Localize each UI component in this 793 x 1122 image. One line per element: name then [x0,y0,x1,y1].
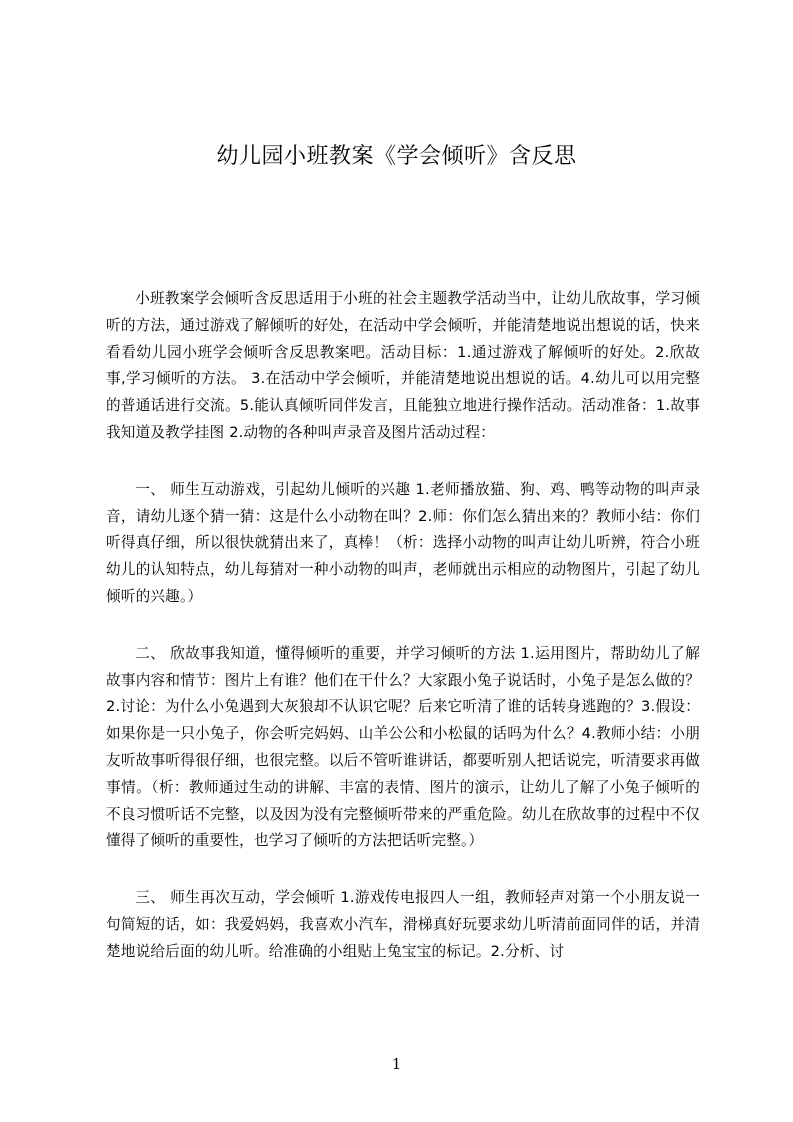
paragraph-section-1: 一、 师生互动游戏，引起幼儿倾听的兴趣 1.老师播放猫、狗、鸡、鸭等动物的叫声录音，请幼儿逐个猜一猜：这是什么小动物在叫？2.师：你们怎么猜出来的？教师小结：你们听得真仔细，所以很快就猜出来了，真棒！（析：选择小动物的叫声让幼儿听辨，符合小班幼儿的认知特点，幼儿每猜对一种小动物的叫声，老师就出示相应的动物图片，引起了幼儿倾听的兴趣。） [106,480,700,605]
document-body [106,286,700,996]
paragraph-section-2: 二、 欣故事我知道，懂得倾听的重要，并学习倾听的方法 1.运用图片，帮助幼儿了解故事内容和情节：图片上有谁？他们在干什么？大家跟小兔子说话时，小兔子是怎么做的？2.讨论：为什么小兔遇到大灰狼却不认识它呢？后来它听清了谁的话转身逃跑的？3.假设：如果你是一只小兔子，你会听完妈妈、山羊公公和小松鼠的话吗为什么？4.教师小结：小朋友听故事听得很仔细，也很完整。以后不管听谁讲话，都要听别人把话说完，听清要求再做事情。（析：教师通过生动的讲解、丰富的表情、图片的演示，让幼儿了解了小兔子倾听的不良习惯听话不完整，以及因为没有完整倾听带来的严重危险。幼儿在欣故事的过程中不仅懂得了倾听的重要性，也学习了倾听的方法把话听完整。） [106,644,700,850]
paragraph-section-3: 三、 师生再次互动，学会倾听 1.游戏传电报四人一组，教师轻声对第一个小朋友说一句简短的话，如：我爱妈妈，我喜欢小汽车，滑梯真好玩要求幼儿听清前面同伴的话，并清楚地说给后面的幼儿听。给准确的小组贴上兔宝宝的标记。2.分析、讨 [106,889,700,960]
document-title: 幼儿园小班教案《学会倾听》含反思 [216,144,577,169]
page-number: 1 [391,1055,402,1073]
paragraph-intro: 小班教案学会倾听含反思适用于小班的社会主题教学活动当中，让幼儿欣故事，学习倾听的方法，通过游戏了解倾听的好处，在活动中学会倾听，并能清楚地说出想说的话，快来看看幼儿园小班学会倾听含反思教案吧。活动目标：1.通过游戏了解倾听的好处。2.欣故事,学习倾听的方法。 3.在活动中学会倾听，并能清楚地说出想说的话。4.幼儿可以用完整的普通话进行交流。5.能认真倾听同伴发言，且能独立地进行操作活动。活动准备：1.故事我知道及教学挂图 2.动物的各种叫声录音及图片活动过程： [106,290,700,441]
